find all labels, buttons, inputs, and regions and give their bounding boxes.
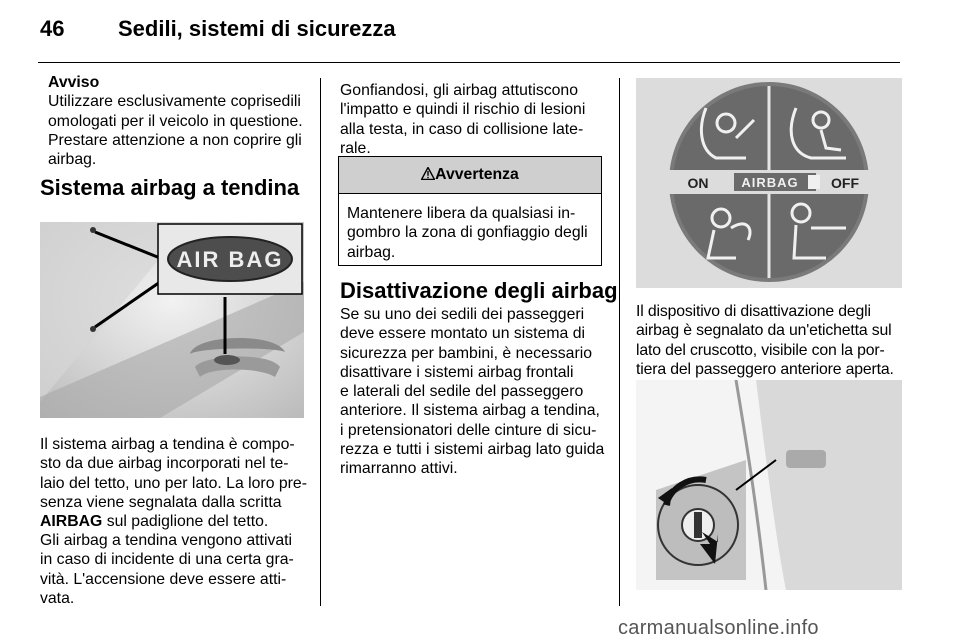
paragraph-line: e laterali del sedile del passeggero	[340, 383, 584, 401]
paragraph-line	[40, 512, 310, 531]
curtain-airbag-intro	[340, 81, 610, 158]
airbag-mini-badge	[214, 355, 240, 365]
label-on-text: ON	[687, 175, 709, 191]
column-divider-left	[320, 78, 321, 606]
paragraph-line: vata.	[40, 589, 75, 607]
airbag-badge-text: AIR BAG	[176, 247, 284, 272]
airbag-key-switch-figure	[636, 380, 902, 590]
paragraph-line: rimarranno attivi.	[340, 460, 458, 478]
avviso-line: omologati per il veicolo in questione.	[48, 112, 303, 130]
paragraph-line: deve essere montato un sistema di	[340, 325, 585, 343]
paragraph-line: vità. L'accensione deve essere atti-	[40, 570, 287, 588]
avviso-line: Prestare attenzione a non coprire gli	[48, 131, 302, 149]
warning-title: Avvertenza	[435, 166, 519, 183]
paragraph-tail: sul padiglione del tetto.	[102, 513, 269, 531]
avviso-note	[48, 73, 310, 169]
watermark: carmanualsonline.info	[618, 617, 819, 639]
airbag-label-figure	[636, 78, 902, 288]
paragraph-line: rezza e tutti i sistemi airbag lato guida	[340, 441, 605, 459]
paragraph-line: alla testa, in caso di collisione late-	[340, 120, 584, 138]
curtain-airbag-paragraph-2	[40, 531, 310, 608]
caption-line: Il dispositivo di disattivazione degli	[636, 303, 871, 320]
deactivation-paragraph	[340, 305, 612, 479]
warning-body	[339, 194, 601, 262]
paragraph-line: sto da due airbag incorporati nel te-	[40, 455, 289, 473]
paragraph-line: senza viene segnalata dalla scritta	[40, 493, 282, 511]
avviso-line: Utilizzare esclusivamente coprisedili	[48, 93, 301, 111]
callout-dot	[90, 326, 96, 332]
page-number: 46	[40, 16, 65, 41]
paragraph-line: Il sistema airbag a tendina è compo-	[40, 436, 295, 453]
paragraph-line: l'impatto e quindi il rischio di lesioni	[340, 101, 586, 119]
avviso-line: airbag.	[48, 151, 97, 169]
caption-line: tiera del passeggero anteriore aperta.	[636, 360, 894, 378]
airbag-bold-term: AIRBAG	[40, 513, 103, 531]
warning-icon	[421, 167, 435, 180]
paragraph-line: Gli airbag a tendina vengono attivati	[40, 532, 293, 549]
warning-header	[339, 157, 601, 194]
paragraph-line: laio del tetto, uno per lato. La loro pre-	[40, 474, 307, 492]
curtain-airbag-paragraph-1	[40, 435, 310, 531]
page-title: Sedili, sistemi di sicurezza	[118, 16, 396, 41]
label-off-text: OFF	[831, 175, 859, 191]
switch-glyph-icon	[808, 175, 820, 189]
label-caption	[636, 302, 906, 379]
caption-line: airbag è segnalato da un'etichetta sul	[636, 322, 892, 340]
key-slot	[694, 512, 702, 538]
paragraph-line: rale.	[340, 139, 371, 157]
paragraph-line: sicurezza per bambini, è necessario	[340, 344, 592, 362]
section-heading-deactivation: Disattivazione degli airbag	[340, 278, 618, 303]
paragraph-line: Gonfiandosi, gli airbag attutiscono	[340, 82, 578, 99]
curtain-airbag-figure	[40, 222, 304, 418]
section-heading-curtain-airbag: Sistema airbag a tendina	[40, 175, 300, 200]
warning-box	[338, 156, 602, 266]
warning-line: Mantenere libera da qualsiasi in-	[347, 205, 576, 222]
paragraph-line: anteriore. Il sistema airbag a tendina,	[340, 402, 600, 420]
avviso-title: Avviso	[48, 74, 100, 91]
callout-dot	[90, 227, 96, 233]
column-divider-right	[619, 78, 620, 606]
paragraph-line: in caso di incidente di una certa gra-	[40, 551, 294, 569]
warning-line: gombro la zona di gonfiaggio degli	[347, 224, 588, 242]
paragraph-line: i pretensionatori delle cinture di sicu-	[340, 421, 597, 439]
label-airbag-text: AIRBAG	[741, 175, 799, 190]
paragraph-line: disattivare i sistemi airbag frontali	[340, 363, 574, 381]
paragraph-line: Se su uno dei sedili dei passeggeri	[340, 306, 585, 323]
door-latch	[786, 450, 826, 468]
warning-line: airbag.	[347, 243, 396, 261]
header-divider	[38, 62, 900, 63]
caption-line: lato del cruscotto, visibile con la por-	[636, 341, 885, 359]
